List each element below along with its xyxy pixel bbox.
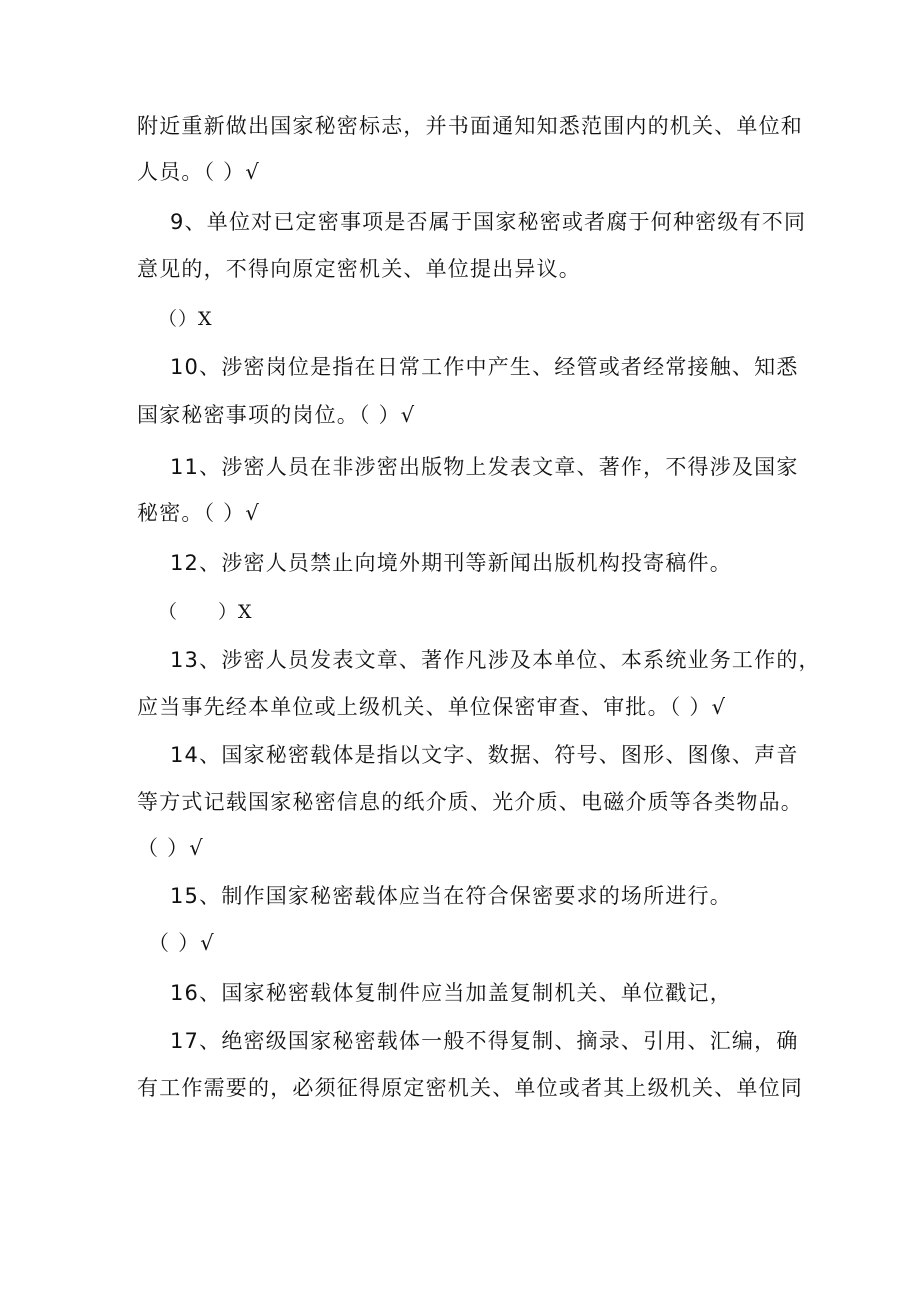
answer-mark: （）X [158, 308, 213, 330]
text-line: 意见的，不得向原定密机关、单位提出异议。 [137, 257, 581, 281]
text-line: 应当事先经本单位或上级机关、单位保密审查、审批。（ ）√ [137, 695, 727, 719]
text-line: 9、单位对已定密事项是否属于国家秘密或者腐于何种密级有不同 [170, 210, 807, 234]
answer-mark: （ ）X [158, 601, 253, 623]
text-line: 附近重新做出国家秘密标志，并书面通知知悉范围内的机关、单位和 [137, 114, 803, 138]
text-line: 13、涉密人员发表文章、著作凡涉及本单位、本系统业务工作的， [170, 648, 821, 672]
text-line: 10、涉密岗位是指在日常工作中产生、经管或者经常接触、知悉 [170, 355, 799, 379]
text-line: 14、国家秘密载体是指以文字、数据、符号、图形、图像、声音 [170, 743, 799, 767]
text-line: 有工作需要的，必须征得原定密机关、单位或者其上级机关、单位同 [137, 1076, 803, 1100]
text-line: 15、制作国家秘密载体应当在符合保密要求的场所进行。 [170, 884, 732, 908]
text-line: （ ）√ [148, 931, 215, 955]
text-line: （ ）√ [137, 836, 204, 860]
text-line: 17、绝密级国家秘密载体一般不得复制、摘录、引用、汇编，确 [170, 1029, 799, 1053]
text-line: 秘密。（ ）√ [137, 501, 260, 525]
text-line: 11、涉密人员在非涉密出版物上发表文章、著作，不得涉及国家 [170, 455, 799, 479]
text-line: 人员。（ ）√ [137, 160, 260, 184]
text-line: 等方式记载国家秘密信息的纸介质、光介质、电磁介质等各类物品。 [137, 790, 803, 814]
text-line: 16、国家秘密载体复制件应当加盖复制机关、单位戳记， [170, 981, 732, 1005]
text-line: 12、涉密人员禁止向境外期刊等新闻出版机构投寄稿件。 [170, 551, 732, 575]
text-line: 国家秘密事项的岗位。（ ）√ [137, 403, 416, 427]
